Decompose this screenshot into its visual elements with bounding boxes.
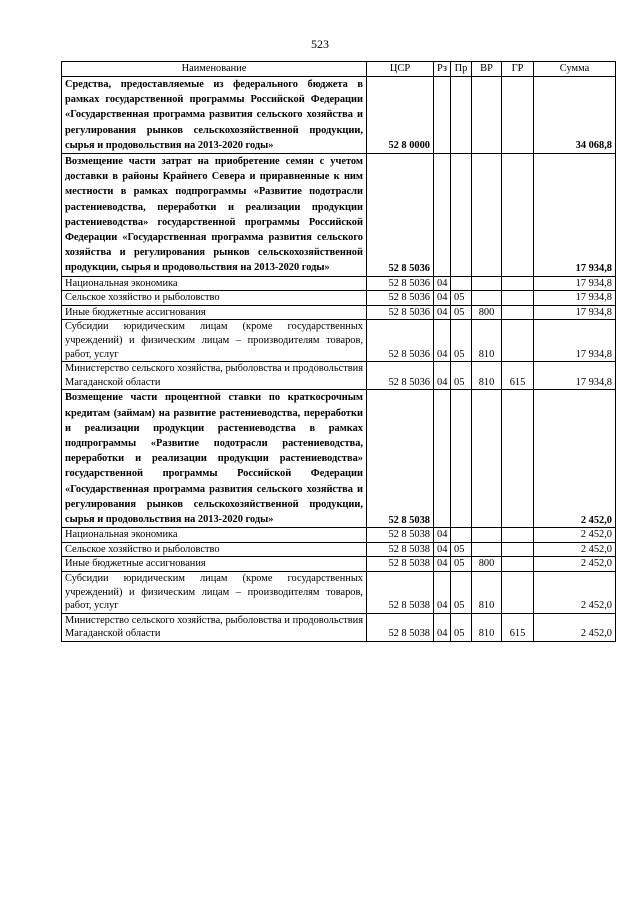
row-rz: 04 xyxy=(434,320,451,362)
row-rz xyxy=(434,154,451,277)
table-row xyxy=(62,557,616,572)
budget-table xyxy=(61,61,616,642)
header-csr: ЦСР xyxy=(367,62,434,77)
row-gr xyxy=(502,390,534,528)
row-csr: 52 8 5036 xyxy=(367,154,434,277)
row-gr xyxy=(502,572,534,614)
row-vr: 800 xyxy=(472,557,502,572)
row-pr: 05 xyxy=(451,291,472,306)
row-name: Средства, предоставляемые из федерального бюджета в рамках государственной программы Российской Федерации «Государственная программа развития сельского хозяйства и регулирования рынков сельскохозяйственной продукции, сырья и продовольствия на 2013-2020 годы» xyxy=(62,77,367,154)
header-vr: ВР xyxy=(472,62,502,77)
row-vr xyxy=(472,77,502,154)
table-row xyxy=(62,305,616,320)
row-csr: 52 8 5038 xyxy=(367,613,434,641)
row-gr xyxy=(502,291,534,306)
row-rz: 04 xyxy=(434,362,451,390)
table-row xyxy=(62,528,616,543)
row-name: Субсидии юридическим лицам (кроме государственных учреждений) и физическим лицам – производителям товаров, работ, услуг xyxy=(62,320,367,362)
row-vr xyxy=(472,390,502,528)
row-name: Иные бюджетные ассигнования xyxy=(62,305,367,320)
row-vr: 800 xyxy=(472,305,502,320)
row-pr: 05 xyxy=(451,542,472,557)
row-name: Министерство сельского хозяйства, рыболовства и продовольствия Магаданской области xyxy=(62,362,367,390)
row-gr xyxy=(502,77,534,154)
table-header-row xyxy=(62,62,616,77)
table-row xyxy=(62,276,616,291)
row-gr xyxy=(502,276,534,291)
header-pr: Пр xyxy=(451,62,472,77)
row-vr xyxy=(472,528,502,543)
row-csr: 52 8 5036 xyxy=(367,320,434,362)
row-gr xyxy=(502,542,534,557)
row-pr xyxy=(451,154,472,277)
row-csr: 52 8 5038 xyxy=(367,557,434,572)
page-number: 523 xyxy=(311,37,329,51)
row-gr: 615 xyxy=(502,613,534,641)
row-vr: 810 xyxy=(472,362,502,390)
row-name: Возмещение части процентной ставки по краткосрочным кредитам (займам) на развитие растениеводства, переработки и реализации продукции растениеводства в рамках подпрограммы «Развитие подотрасли растениеводства, переработки и реализации продукции растениеводства» государственной программы Российской Федерации «Государственная программа развития сельского хозяйства и регулирования рынков сельскохозяйственной продукции, сырья и продовольствия на 2013-2020 годы» xyxy=(62,390,367,528)
row-csr: 52 8 5038 xyxy=(367,528,434,543)
row-csr: 52 8 0000 xyxy=(367,77,434,154)
row-gr: 615 xyxy=(502,362,534,390)
row-pr: 05 xyxy=(451,557,472,572)
row-name: Сельское хозяйство и рыболовство xyxy=(62,291,367,306)
row-pr xyxy=(451,390,472,528)
row-pr xyxy=(451,528,472,543)
row-csr: 52 8 5036 xyxy=(367,291,434,306)
table-row xyxy=(62,320,616,362)
table-row xyxy=(62,390,616,528)
row-csr: 52 8 5038 xyxy=(367,572,434,614)
row-sum: 2 452,0 xyxy=(534,390,616,528)
row-sum: 17 934,8 xyxy=(534,291,616,306)
row-vr: 810 xyxy=(472,613,502,641)
row-name: Возмещение части затрат на приобретение семян с учетом доставки в районы Крайнего Севера и приравненные к ним местности в рамках подпрограммы «Развитие подотрасли растениеводства, переработки и реализации продукции растениеводства» государственной программы Российской Федерации «Государственная программа развития сельского хозяйства и регулирования рынков сельскохозяйственной продукции, сырья и продовольствия на 2013-2020 годы» xyxy=(62,154,367,277)
row-rz: 04 xyxy=(434,557,451,572)
row-vr xyxy=(472,276,502,291)
row-csr: 52 8 5036 xyxy=(367,305,434,320)
row-pr: 05 xyxy=(451,572,472,614)
row-name: Сельское хозяйство и рыболовство xyxy=(62,542,367,557)
row-sum: 2 452,0 xyxy=(534,613,616,641)
row-sum: 34 068,8 xyxy=(534,77,616,154)
row-csr: 52 8 5038 xyxy=(367,542,434,557)
header-name: Наименование xyxy=(62,62,367,77)
row-sum: 17 934,8 xyxy=(534,276,616,291)
row-name: Субсидии юридическим лицам (кроме государственных учреждений) и физическим лицам – производителям товаров, работ, услуг xyxy=(62,572,367,614)
row-sum: 2 452,0 xyxy=(534,572,616,614)
row-pr: 05 xyxy=(451,613,472,641)
row-pr xyxy=(451,276,472,291)
row-sum: 17 934,8 xyxy=(534,154,616,277)
row-rz: 04 xyxy=(434,291,451,306)
row-gr xyxy=(502,320,534,362)
row-vr: 810 xyxy=(472,320,502,362)
row-csr: 52 8 5036 xyxy=(367,362,434,390)
row-csr: 52 8 5036 xyxy=(367,276,434,291)
row-vr xyxy=(472,291,502,306)
row-rz: 04 xyxy=(434,528,451,543)
table-row xyxy=(62,291,616,306)
row-vr xyxy=(472,542,502,557)
table-row xyxy=(62,77,616,154)
row-rz xyxy=(434,390,451,528)
row-rz: 04 xyxy=(434,542,451,557)
row-pr: 05 xyxy=(451,362,472,390)
row-name: Министерство сельского хозяйства, рыболовства и продовольствия Магаданской области xyxy=(62,613,367,641)
row-rz: 04 xyxy=(434,305,451,320)
row-gr xyxy=(502,305,534,320)
row-sum: 17 934,8 xyxy=(534,362,616,390)
row-sum: 2 452,0 xyxy=(534,557,616,572)
table-row xyxy=(62,572,616,614)
row-name: Национальная экономика xyxy=(62,276,367,291)
header-gr: ГР xyxy=(502,62,534,77)
row-sum: 17 934,8 xyxy=(534,305,616,320)
row-pr: 05 xyxy=(451,320,472,362)
row-rz: 04 xyxy=(434,572,451,614)
row-rz xyxy=(434,77,451,154)
header-sum: Сумма xyxy=(534,62,616,77)
row-rz: 04 xyxy=(434,276,451,291)
table-row xyxy=(62,362,616,390)
row-name: Иные бюджетные ассигнования xyxy=(62,557,367,572)
table-row xyxy=(62,542,616,557)
table-row xyxy=(62,613,616,641)
row-gr xyxy=(502,154,534,277)
row-pr: 05 xyxy=(451,305,472,320)
row-gr xyxy=(502,557,534,572)
row-vr: 810 xyxy=(472,572,502,614)
table-row xyxy=(62,154,616,277)
row-name: Национальная экономика xyxy=(62,528,367,543)
row-vr xyxy=(472,154,502,277)
row-sum: 2 452,0 xyxy=(534,542,616,557)
row-rz: 04 xyxy=(434,613,451,641)
row-gr xyxy=(502,528,534,543)
row-sum: 17 934,8 xyxy=(534,320,616,362)
row-pr xyxy=(451,77,472,154)
row-sum: 2 452,0 xyxy=(534,528,616,543)
row-csr: 52 8 5038 xyxy=(367,390,434,528)
header-rz: Рз xyxy=(434,62,451,77)
